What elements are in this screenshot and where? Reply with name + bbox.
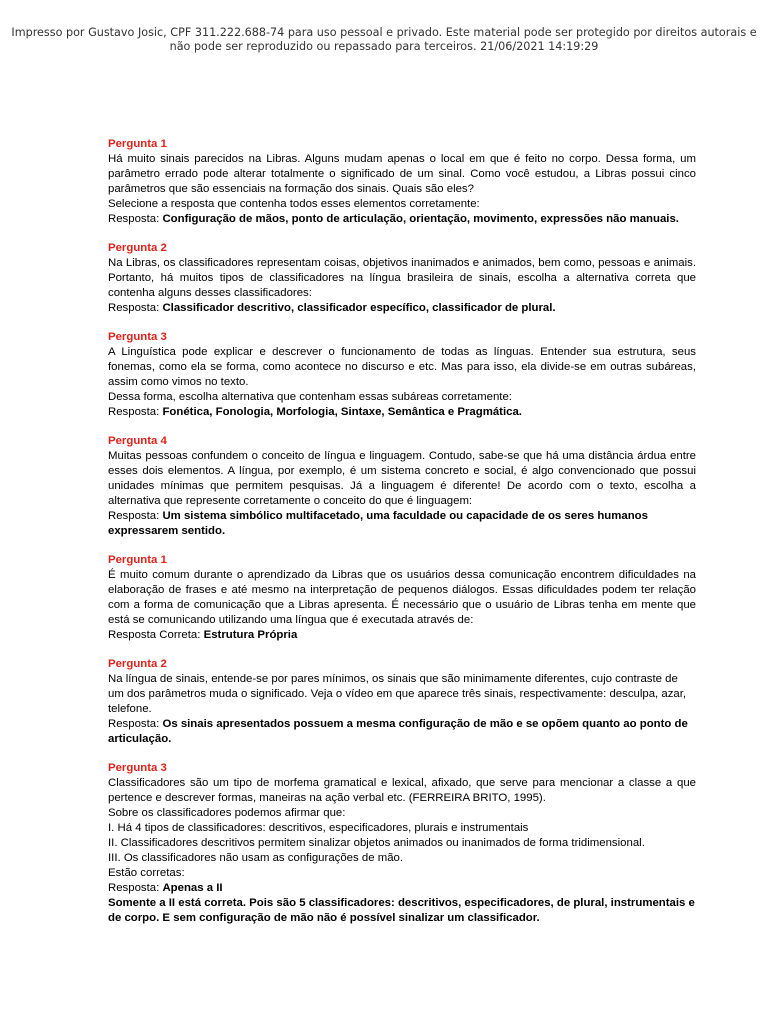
question-instruction: Selecione a resposta que contenha todos esses elementos corretamente: — [108, 198, 480, 210]
answer-label: Resposta: — [108, 406, 163, 418]
question-block — [108, 552, 696, 643]
answer-explanation: Somente a II está correta. Pois são 5 classificadores: descritivos, especificadores, de plural, instrumentais e de corpo. E sem configuração de mão não é possível sinalizar um classificador. — [108, 897, 695, 924]
question-title: Pergunta 4 — [108, 435, 167, 447]
question-text: Classificadores são um tipo de morfema gramatical e lexical, afixado, que serve para mencionar a classe a que pertence e descrever formas, maneiras na ação verbal etc. (FERREIRA BRITO, 1995). — [108, 777, 696, 804]
statement-item: I. Há 4 tipos de classificadores: descritivos, especificadores, plurais e instrumentais — [108, 822, 529, 834]
statement-intro: Sobre os classificadores podemos afirmar que: — [108, 807, 346, 819]
question-title: Pergunta 3 — [108, 331, 167, 343]
statement-prompt: Estão corretas: — [108, 867, 185, 879]
answer-label: Resposta Correta: — [108, 629, 204, 641]
answer-label: Resposta: — [108, 510, 163, 522]
question-text: É muito comum durante o aprendizado da Libras que os usuários dessa comunicação encontrem dificuldades na elaboração de frases e até mesmo na interpretação de pequenos diálogos. Essas dificuldades podem ter relação com a forma de comunicação que a Libras apresenta. É necessário que o usuário de Libras tenha em mente que está se comunicando utilizando uma língua que é executada através de: — [108, 569, 696, 626]
statement-item: III. Os classificadores não usam as configurações de mão. — [108, 852, 404, 864]
question-text: Na Libras, os classificadores representam coisas, objetivos inanimados e animados, bem como, pessoas e animais. Portanto, há muitos tipos de classificadores na língua brasileira de sinais, escolha a alternativa correta que contenha alguns desses classificadores: — [108, 257, 696, 299]
answer-text: Classificador descritivo, classificador específico, classificador de plural. — [162, 302, 556, 314]
question-text: Há muito sinais parecidos na Libras. Alguns mudam apenas o local em que é feito no corpo. Dessa forma, um parâmetro errado pode alterar totalmente o significado de um sinal. Como você estudou, a Libras possui cinco parâmetros que são essenciais na formação dos sinais. Quais são eles? — [108, 153, 696, 195]
question-block — [108, 136, 696, 227]
answer-text: Estrutura Própria — [203, 629, 298, 641]
print-watermark — [0, 26, 768, 54]
question-text: Na língua de sinais, entende-se por pares mínimos, os sinais que são minimamente diferentes, cujo contraste de um dos parâmetros muda o significado. Veja o vídeo em que aparece três sinais, respectivamente: desculpa, azar, telefone. — [108, 673, 687, 715]
answer-line — [108, 405, 696, 420]
answer-label: Resposta: — [108, 302, 163, 314]
watermark-line-2: não pode ser reproduzido ou repassado para terceiros. 21/06/2021 14:19:29 — [169, 40, 599, 53]
answer-line — [108, 509, 696, 539]
question-block — [108, 240, 696, 316]
answer-text: Os sinais apresentados possuem a mesma configuração de mão e se opõem quanto ao ponto de articulação. — [108, 718, 688, 745]
question-block — [108, 760, 696, 926]
answer-text: Um sistema simbólico multifacetado, uma faculdade ou capacidade de os seres humanos expressarem sentido. — [108, 510, 648, 537]
question-title: Pergunta 1 — [108, 138, 167, 150]
answer-label: Resposta: — [108, 882, 163, 894]
question-title: Pergunta 1 — [108, 554, 167, 566]
answer-line — [108, 628, 696, 643]
answer-line — [108, 212, 696, 227]
question-title: Pergunta 3 — [108, 762, 167, 774]
document-body — [108, 136, 696, 939]
question-title: Pergunta 2 — [108, 658, 167, 670]
answer-text: Apenas a II — [162, 882, 223, 894]
answer-label: Resposta: — [108, 213, 163, 225]
answer-line — [108, 717, 696, 747]
statement-item: II. Classificadores descritivos permitem sinalizar objetos animados ou inanimados de forma tridimensional. — [108, 837, 645, 849]
question-block — [108, 329, 696, 420]
answer-label: Resposta: — [108, 718, 163, 730]
question-text: A Linguística pode explicar e descrever o funcionamento de todas as línguas. Entender sua estrutura, seus fonemas, como ela se forma, como acontece no discurso e etc. Mas para isso, ela divide-se em outras subáreas, assim como vimos no texto. — [108, 346, 696, 388]
question-block — [108, 433, 696, 539]
answer-text: Fonética, Fonologia, Morfologia, Sintaxe, Semântica e Pragmática. — [162, 406, 522, 418]
question-text: Muitas pessoas confundem o conceito de língua e linguagem. Contudo, sabe-se que há uma distância árdua entre esses dois elementos. A língua, por exemplo, é um sistema concreto e social, é algo convencionado que possui unidades mínimas que permitem pesquisas. Já a linguagem é diferente! De acordo com o texto, escolha a alternativa que represente corretamente o conceito do que é linguagem: — [108, 450, 696, 507]
watermark-line-1: Impresso por Gustavo Josic, CPF 311.222.688-74 para uso pessoal e privado. Este material pode ser protegido por direitos autorais e — [11, 26, 757, 39]
answer-line — [108, 301, 696, 316]
answer-text: Configuração de mãos, ponto de articulação, orientação, movimento, expressões não manuais. — [162, 213, 679, 225]
question-instruction: Dessa forma, escolha alternativa que contenham essas subáreas corretamente: — [108, 391, 512, 403]
question-title: Pergunta 2 — [108, 242, 167, 254]
answer-line — [108, 881, 696, 896]
question-block — [108, 656, 696, 747]
